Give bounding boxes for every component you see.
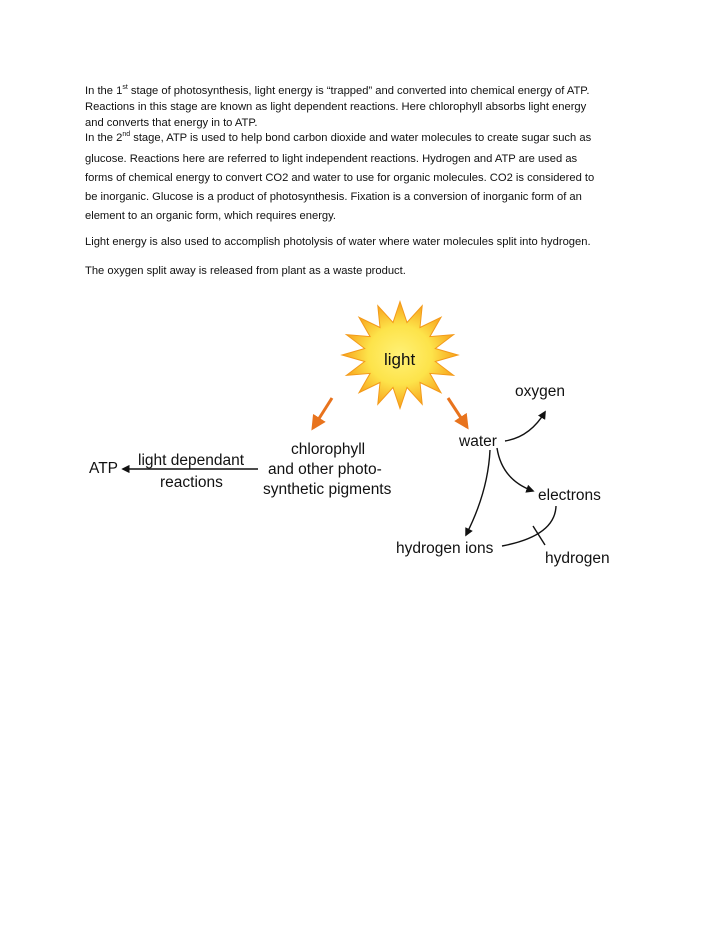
light-label: light — [384, 350, 416, 369]
text-line: glucose. Reactions here are referred to light independent reactions. Hydrogen and ATP are used as — [85, 153, 578, 165]
electrons-label: electrons — [538, 487, 601, 504]
text-line: element to an organic form, which requires energy. — [85, 210, 337, 222]
water-to-electrons-arrow — [497, 448, 533, 491]
text-line — [85, 133, 645, 154]
superscript: nd — [122, 131, 131, 138]
light-to-chlorophyll-arrow — [313, 398, 332, 428]
text-span: In the 1 — [85, 85, 123, 97]
photosynthesis-diagram — [75, 300, 655, 590]
hydrogen-ions-label: hydrogen ions — [396, 540, 494, 557]
oxygen-label: oxygen — [515, 383, 565, 400]
hydrogen-label: hydrogen — [545, 550, 610, 567]
electrons-to-hydrogen-ions-curve — [502, 506, 556, 546]
light-to-water-arrow — [448, 398, 467, 427]
water-to-hydrogen-ions-arrow — [466, 450, 490, 535]
paragraph-photolysis — [85, 237, 645, 248]
text-line: Reactions in this stage are known as light dependent reactions. Here chlorophyll absorbs light energy — [85, 101, 587, 113]
pigments-label: synthetic pigments — [263, 481, 392, 498]
text-span: stage, ATP is used to help bond carbon dioxide and water molecules to create sugar such as — [130, 132, 592, 144]
text-span: In the 2 — [85, 132, 123, 144]
text-line: The oxygen split away is released from plant as a waste product. — [85, 265, 406, 277]
text-span: stage of photosynthesis, light energy is “trapped” and converted into chemical energy of ATP. — [127, 85, 590, 97]
water-to-oxygen-arrow — [505, 412, 545, 441]
paragraph-stages — [85, 86, 645, 230]
atp-label: ATP — [89, 460, 118, 477]
text-line: and converts that energy in to ATP. — [85, 117, 258, 129]
text-line: Light energy is also used to accomplish photolysis of water where water molecules split into hydrogen. — [85, 236, 591, 248]
text-line: forms of chemical energy to convert CO2 and water to use for organic molecules. CO2 is considered to — [85, 172, 595, 184]
chlorophyll-label: chlorophyll — [291, 441, 366, 458]
paragraph-oxygen — [85, 266, 645, 277]
diagram-svg — [75, 300, 655, 590]
photo-label: and other photo- — [268, 461, 382, 478]
superscript: st — [122, 84, 128, 91]
water-label: water — [459, 433, 497, 450]
text-line — [85, 86, 645, 102]
text-line: be inorganic. Glucose is a product of photosynthesis. Fixation is a conversion of inorganic form of an — [85, 191, 582, 203]
light-dependant-label: light dependant — [138, 452, 245, 469]
reactions-label: reactions — [160, 474, 223, 491]
